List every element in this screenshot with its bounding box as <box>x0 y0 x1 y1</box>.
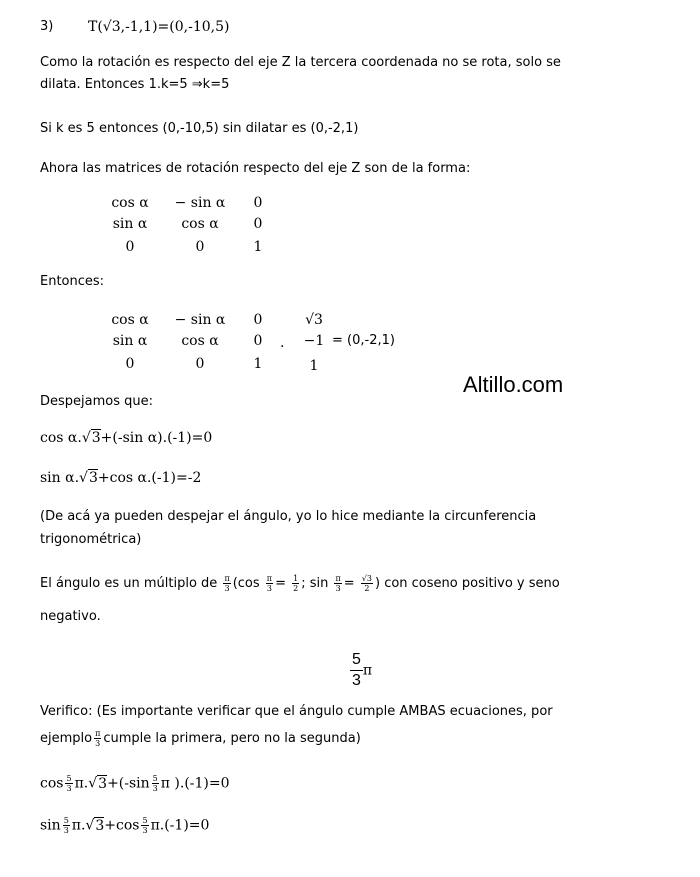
matrix-cell: 1 <box>253 239 263 255</box>
denominator: 3 <box>152 784 158 793</box>
denominator: 3 <box>266 584 272 593</box>
equation-3 <box>40 774 230 793</box>
sqrt-sign: √ <box>85 817 95 834</box>
eq-text: +cos α.(-1)=-2 <box>97 470 202 486</box>
numerator: π <box>266 574 273 583</box>
matrix-cell: − sin α <box>174 312 226 328</box>
denominator: 2 <box>364 584 370 593</box>
fraction-1-2 <box>292 574 299 593</box>
numerator: √3 <box>361 574 372 583</box>
vector-cell: −1 <box>303 333 325 349</box>
eq-text: cos <box>40 775 64 792</box>
text: (cos <box>232 576 260 591</box>
radicand: 3 <box>88 470 98 486</box>
paragraph-4-line-1: (De acá ya pueden despejar el ángulo, yo lo hice mediante la circunferencia <box>40 509 537 524</box>
equation-4 <box>40 816 209 835</box>
denominator: 3 <box>63 826 69 835</box>
fraction-pi-3 <box>94 729 101 748</box>
numerator: 5 <box>350 650 363 671</box>
eq-text: π. <box>71 817 86 834</box>
eq-text: +(-sin α).(-1)=0 <box>100 430 213 446</box>
paragraph-1-line-1: Como la rotación es respecto del eje Z la tercera coordenada no se rota, solo se <box>40 55 561 70</box>
equation-2 <box>40 469 201 487</box>
eq-text: π ).(-1)=0 <box>160 775 230 792</box>
product-result: = (0,-2,1) <box>332 333 395 348</box>
entonces-label: Entonces: <box>40 274 105 289</box>
matrix-cell: 0 <box>125 356 135 372</box>
eq-text: +(-sin <box>107 775 150 792</box>
radicand: 3 <box>91 430 101 446</box>
matrix-cell: 0 <box>253 195 263 211</box>
text: cumple la primera, pero no la segunda) <box>103 731 361 746</box>
problem-number: 3) <box>40 19 54 34</box>
fraction-5-3 <box>152 774 159 793</box>
paragraph-3: Ahora las matrices de rotación respecto del eje Z son de la forma: <box>40 161 471 176</box>
eq-text: π.(-1)=0 <box>150 817 210 834</box>
denominator: 3 <box>66 784 72 793</box>
eq-text: sin <box>40 817 61 834</box>
matrix-cell: 0 <box>125 239 135 255</box>
matrix-cell: 0 <box>253 216 263 232</box>
paragraph-5-line-2: negativo. <box>40 609 101 624</box>
numerator: 5 <box>152 774 158 783</box>
denominator: 3 <box>335 584 341 593</box>
matrix-cell: cos α <box>181 216 219 232</box>
numerator: π <box>335 574 341 583</box>
sqrt-sign: √ <box>79 470 88 486</box>
fraction-pi-3 <box>266 574 273 593</box>
paragraph-1-line-2: dilata. Entonces 1.k=5 ⇒k=5 <box>40 77 230 92</box>
matrix-cell: 1 <box>253 356 263 372</box>
denominator: 3 <box>224 584 230 593</box>
numerator: 1 <box>293 574 299 583</box>
paragraph-6-line-1: Verifico: (Es importante verificar que el ángulo cumple AMBAS ecuaciones, por <box>40 704 553 719</box>
text: El ángulo es un múltiplo de <box>40 576 218 591</box>
watermark: Altillo.com <box>463 372 564 397</box>
pi-symbol: π <box>362 662 373 679</box>
text: ejemplo <box>40 731 93 746</box>
eq-text: +cos <box>104 817 140 834</box>
denominator: 3 <box>95 739 101 748</box>
radicand: 3 <box>95 817 105 834</box>
text: = <box>275 576 286 591</box>
numerator: π <box>224 574 230 583</box>
matrix-cell: cos α <box>181 333 219 349</box>
fraction-5-3 <box>63 816 70 835</box>
matrix-cell: sin α <box>112 333 148 349</box>
paragraph-4-line-2: trigonométrica) <box>40 532 142 547</box>
fraction-pi-3 <box>334 574 341 593</box>
eq-text: cos α. <box>40 430 82 446</box>
equation-1 <box>40 429 212 447</box>
sqrt-sign: √ <box>81 430 91 446</box>
fraction-pi-3 <box>223 574 230 593</box>
vector-cell: 1 <box>309 358 319 374</box>
paragraph-5-line-1 <box>40 574 560 593</box>
matrix-cell: − sin α <box>174 195 226 211</box>
denominator: 2 <box>293 584 299 593</box>
text: ; sin <box>301 576 329 591</box>
fraction-5-3 <box>65 774 72 793</box>
sqrt-sign: √ <box>88 775 98 792</box>
numerator: π <box>95 729 101 738</box>
eq-text: π. <box>74 775 89 792</box>
despejamos-label: Despejamos que: <box>40 394 154 409</box>
dot-operator: . <box>280 335 285 351</box>
denominator: 3 <box>352 672 361 689</box>
vector-cell: √3 <box>305 312 323 328</box>
eq-text: sin α. <box>40 470 80 486</box>
matrix-cell: sin α <box>112 216 148 232</box>
denominator: 3 <box>142 826 148 835</box>
matrix-cell: 0 <box>253 333 263 349</box>
text: ) con coseno positivo y seno <box>374 576 560 591</box>
text: = <box>343 576 355 591</box>
matrix-cell: 0 <box>253 312 263 328</box>
answer-angle <box>350 650 372 691</box>
radicand: 3 <box>98 775 108 792</box>
numerator: 5 <box>142 816 148 825</box>
fraction-5-3 <box>141 816 148 835</box>
matrix-cell: cos α <box>111 195 149 211</box>
matrix-cell: cos α <box>111 312 149 328</box>
problem-statement: T(√3,-1,1)=(0,-10,5) <box>88 19 230 35</box>
numerator: 5 <box>63 816 69 825</box>
paragraph-6-line-2 <box>40 729 361 748</box>
fraction-sqrt3-2 <box>361 574 373 593</box>
matrix-cell: 0 <box>195 356 205 372</box>
paragraph-2: Si k es 5 entonces (0,-10,5) sin dilatar es (0,-2,1) <box>40 121 359 136</box>
matrix-cell: 0 <box>195 239 205 255</box>
numerator: 5 <box>66 774 72 783</box>
